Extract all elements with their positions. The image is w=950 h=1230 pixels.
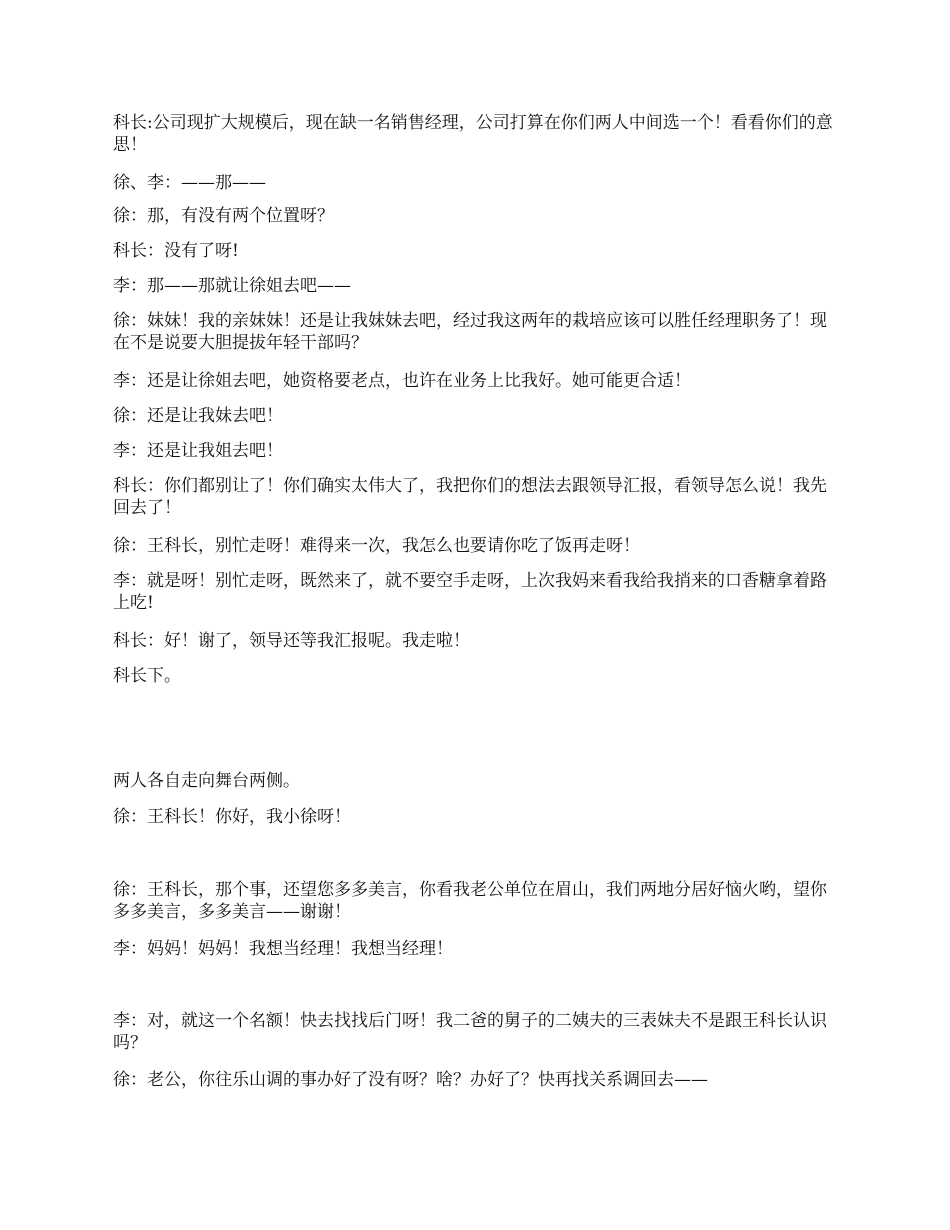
- paragraph-13: 科长：好！谢了，领导还等我汇报呢。我走啦！: [113, 631, 470, 651]
- paragraph-12: 李：就是呀！别忙走呀，既然来了，就不要空手走呀，上次我妈来看我给我捎来的口香糖拿着路上吃!: [113, 571, 827, 613]
- paragraph-6: 徐：妹妹！我的亲妹妹！还是让我妹妹去吧，经过我这两年的栽培应该可以胜任经理职务了！现在不是说要大胆提拔年轻干部吗？: [113, 311, 827, 353]
- paragraph-3: 徐：那，有没有两个位置呀？: [113, 206, 334, 226]
- paragraph-18: 李：妈妈！妈妈！我想当经理！我想当经理！: [113, 939, 453, 959]
- paragraph-4: 科长：没有了呀!: [113, 241, 239, 261]
- paragraph-15: 两人各自走向舞台两侧。: [113, 771, 300, 791]
- paragraph-16: 徐：王科长！你好，我小徐呀！: [113, 807, 351, 827]
- paragraph-8: 徐：还是让我妹去吧！: [113, 406, 283, 426]
- paragraph-5: 李：那——那就让徐姐去吧——: [113, 276, 351, 296]
- paragraph-20: 徐：老公，你往乐山调的事办好了没有呀？啥？办好了？快再找关系调回去——: [113, 1070, 708, 1090]
- paragraph-1: 科长:公司现扩大规模后，现在缺一名销售经理，公司打算在你们两人中间选一个！看看你们的意思！: [113, 113, 833, 155]
- paragraph-17: 徐：王科长，那个事，还望您多多美言，你看我老公单位在眉山，我们两地分居好恼火哟，望你多多美言，多多美言——谢谢！: [113, 880, 827, 922]
- paragraph-9: 李：还是让我姐去吧！: [113, 441, 283, 461]
- paragraph-7: 李：还是让徐姐去吧，她资格要老点，也许在业务上比我好。她可能更合适！: [113, 371, 691, 391]
- paragraph-14: 科长下。: [113, 666, 181, 686]
- paragraph-2: 徐、李：——那——: [113, 173, 266, 193]
- paragraph-19: 李：对，就这一个名额！快去找找后门呀！我二爸的舅子的二姨夫的三表妹夫不是跟王科长认识吗？: [113, 1011, 827, 1053]
- paragraph-11: 徐：王科长，别忙走呀！难得来一次，我怎么也要请你吃了饭再走呀！: [113, 536, 640, 556]
- paragraph-10: 科长：你们都别让了！你们确实太伟大了，我把你们的想法去跟领导汇报，看领导怎么说！我先回去了！: [113, 476, 827, 518]
